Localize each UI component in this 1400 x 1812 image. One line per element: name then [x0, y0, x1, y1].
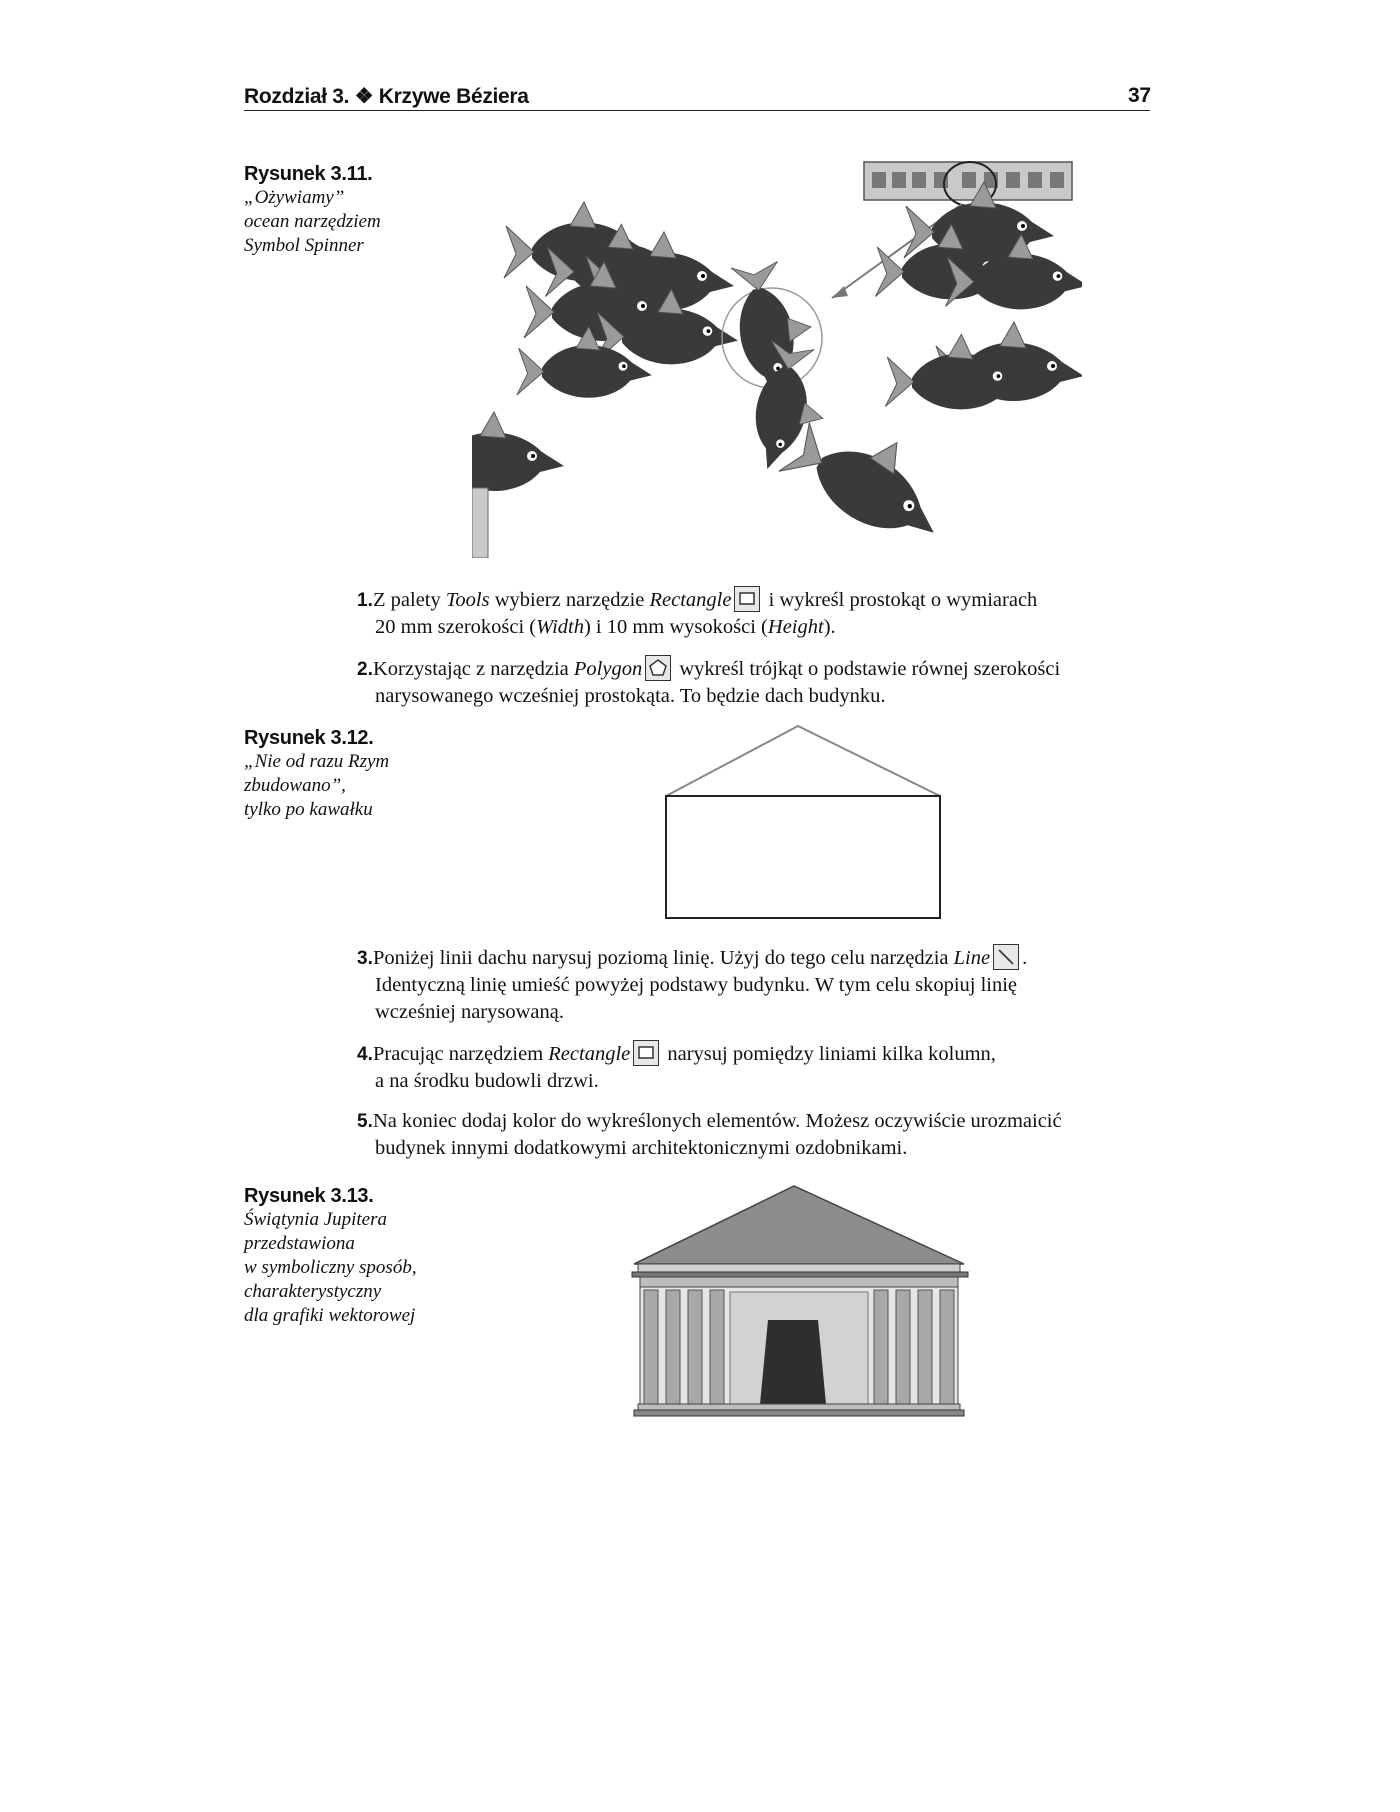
temple-door [760, 1320, 826, 1404]
step-text: wcześniej narysowaną. [375, 1001, 564, 1023]
figure-title: Rysunek 3.12. [244, 727, 374, 749]
caption-line: w symboliczny sposób, [244, 1257, 417, 1278]
caption-line: Symbol Spinner [244, 235, 364, 256]
step-number: 5. [357, 1111, 373, 1132]
page-number: 37 [1128, 84, 1151, 107]
base-step [634, 1410, 964, 1416]
upper-cornice [638, 1264, 960, 1272]
figure-3-12-building-outline [660, 722, 950, 922]
step-number: 3. [357, 948, 373, 969]
step-text: narysowanego wcześniej prostokąta. To będzie dach budynku. [375, 685, 886, 707]
caption-line: przedstawiona [244, 1233, 355, 1254]
figure-title: Rysunek 3.11. [244, 163, 373, 185]
term-rectangle: Rectangle [649, 589, 732, 611]
polygon-tool-icon [645, 655, 671, 681]
base-rectangle [666, 796, 940, 918]
frieze [640, 1277, 958, 1287]
step-4 [357, 1040, 1157, 1095]
figure-3-13-temple-illustration [630, 1180, 970, 1424]
entablature-line [632, 1272, 968, 1277]
step-text: Korzystając z narzędzia [373, 658, 574, 680]
roof-triangle [666, 726, 940, 796]
step-2 [357, 655, 1157, 710]
step-text: budynek innymi dodatkowymi architektonicznymi ozdobnikami. [375, 1137, 908, 1159]
step-number: 4. [357, 1044, 373, 1065]
caption-line: zbudowano”, [244, 775, 346, 796]
figure-3-11-fish-illustration [472, 158, 1082, 558]
term-tools: Tools [445, 589, 490, 611]
term-height: Height [767, 616, 824, 638]
figure-3-13-caption [244, 1185, 417, 1328]
running-header-chapter: Rozdział 3. ❖ Krzywe Béziera [244, 85, 529, 108]
rectangle-tool-icon [734, 586, 760, 612]
figure-3-11-caption [244, 163, 381, 258]
step-text: narysuj pomiędzy liniami kilka kolumn, [662, 1043, 996, 1065]
caption-line: dla grafiki wektorowej [244, 1305, 416, 1326]
step-1 [357, 586, 1157, 641]
step-text: 20 mm szerokości ( [375, 616, 537, 638]
step-5 [357, 1108, 1177, 1162]
step-number: 2. [357, 659, 373, 680]
term-line: Line [953, 947, 991, 969]
step-text: wybierz narzędzie [489, 589, 650, 611]
rectangle-tool-icon [633, 1040, 659, 1066]
term-polygon: Polygon [573, 658, 643, 680]
line-tool-icon [993, 944, 1019, 970]
step-text: ). [823, 616, 836, 638]
caption-line: Świątynia Jupitera [244, 1209, 388, 1230]
step-text: wykreśl trójkąt o podstawie równej szerokości [674, 658, 1061, 680]
caption-line: „Nie od razu Rzym [244, 751, 390, 772]
caption-line: ocean narzędziem [244, 211, 381, 232]
term-rectangle: Rectangle [548, 1043, 631, 1065]
step-text: . [1022, 947, 1028, 969]
caption-line: „Ożywiamy” [244, 187, 345, 208]
caption-line: charakterystyczny [244, 1281, 382, 1302]
step-text: Poniżej linii dachu narysuj poziomą linię. Użyj do tego celu narzędzia [373, 947, 954, 969]
step-3 [357, 944, 1157, 1026]
figure-title: Rysunek 3.13. [244, 1185, 374, 1207]
figure-3-12-caption [244, 727, 389, 822]
temple-pediment [634, 1186, 964, 1264]
step-text: a na środku budowli drzwi. [375, 1070, 599, 1092]
step-text: Pracując narzędziem [373, 1043, 549, 1065]
step-text: Identyczną linię umieść powyżej podstawy budynku. W tym celu skopiuj linię [375, 974, 1018, 996]
step-number: 1. [357, 590, 373, 611]
caption-line: tylko po kawałku [244, 799, 373, 820]
stylobate [638, 1404, 960, 1410]
step-text: ) i 10 mm wysokości ( [583, 616, 768, 638]
term-width: Width [536, 616, 584, 638]
header-rule [244, 110, 1150, 111]
step-text: Z palety [373, 589, 446, 611]
step-text: Na koniec dodaj kolor do wykreślonych elementów. Możesz oczywiście urozmaicić [373, 1110, 1062, 1132]
step-text: i wykreśl prostokąt o wymiarach [763, 589, 1038, 611]
